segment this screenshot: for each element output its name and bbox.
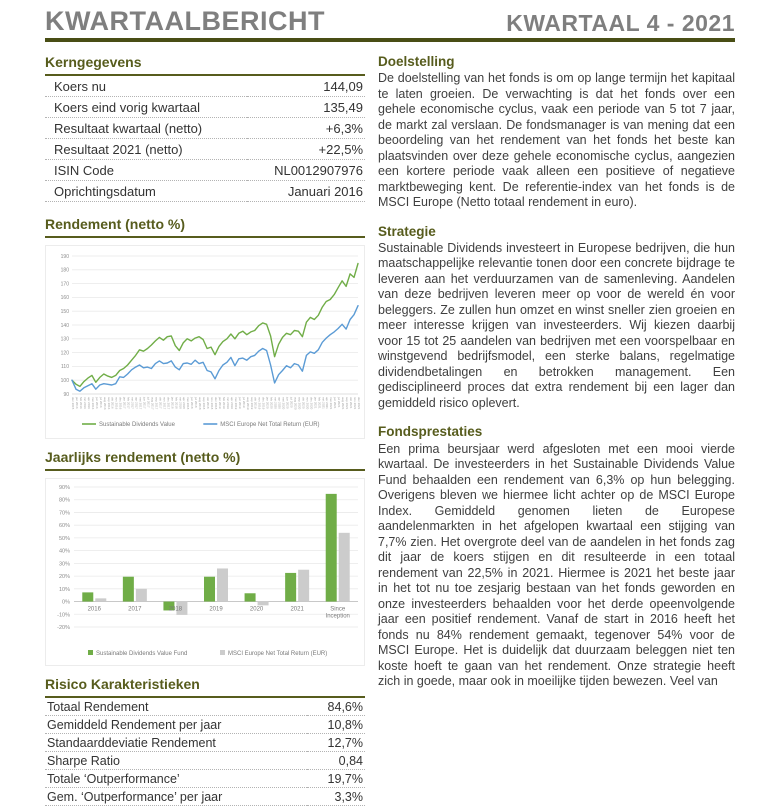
fondsprestaties-text: Een prima beursjaar werd afgesloten met een mooi vierde kwartaal. De investeerders in het Sustainable Dividends Value Fund behaalden een rendement van 6,3% op hun belegging. Overigens bleven we hiermee licht achter op de MSCI Europe Index. Gemiddeld genomen lieten de Europese aandelenmarkten in het afgelopen kwartaal een stijging van 7,7% zien. Het overgrote deel van de aandelen in het fonds zag dit jaar de koers stijgen en dit resulteerde in een totaal rendement van 22,5% in 2021. Hiermee is 2021 het beste jaar in het tot nu toe zesjarig bestaan van het fonds geworden en onze investeerders behaalden voor het derde opeenvolgende jaar een positief rendement. Vanaf de start in 2016 heeft het fonds nu 84% rendement gemaakt, tegenover 54% voor de MSCI Europe. Het is duidelijk dat duurzaam beleggen niet ten koste hoeft te gaan van het rendement. Onze strategie heeft zich in goede, maar ook in moeilijke tijden bewezen. Veel van (378, 441, 735, 689)
table-row (45, 139, 365, 160)
svg-text:jul 2016: jul 2016 (98, 397, 103, 408)
svg-text:okt 2017: okt 2017 (158, 397, 163, 409)
svg-text:150: 150 (60, 309, 69, 316)
svg-text:nov 2020: nov 2020 (305, 397, 310, 410)
row-value: 144,09 (247, 76, 365, 97)
row-value: 0,84 (307, 752, 365, 770)
svg-text:okt 2018: okt 2018 (206, 397, 211, 409)
doelstelling-text: De doelstelling van het fonds is om op lange termijn het kapitaal te laten groeien. De verwachting is dat het fonds over een gehele economische cyclus, vaak een periode van 5 tot 7 jaar, de markt zal verslaan. De fondsmanager is van mening dat een beoordeling van het rendement van het fonds het beste kan plaatsvinden over deze gehele economische cyclus, aangezien een kortere periode vaak alleen een positieve of negatieve marktbeweging kent. De referentie-index van het fonds is de MSCI Europe (Netto totaal rendement in euro). (378, 71, 735, 210)
table-row (45, 734, 365, 752)
right-column (378, 54, 735, 806)
svg-text:jan 2017: jan 2017 (122, 397, 127, 409)
svg-text:-10%: -10% (57, 612, 70, 619)
svg-text:dec 2015: dec 2015 (71, 397, 75, 410)
table-row (45, 788, 365, 806)
row-value: 3,3% (307, 788, 365, 806)
strategie-heading: Strategie (378, 223, 436, 239)
svg-text:apr 2016: apr 2016 (86, 397, 91, 410)
svg-text:okt 2016: okt 2016 (110, 397, 115, 409)
svg-text:170: 170 (60, 281, 69, 288)
risico-heading: Risico Karakteristieken (45, 676, 365, 698)
svg-text:30%: 30% (58, 561, 70, 568)
svg-text:dec 2017: dec 2017 (166, 397, 171, 410)
svg-text:120: 120 (60, 350, 69, 357)
svg-text:jul 2017: jul 2017 (146, 397, 151, 408)
row-label: Gemiddeld Rendement per jaar (45, 716, 307, 734)
row-value: 10,8% (307, 716, 365, 734)
svg-text:jul 2019: jul 2019 (241, 397, 246, 408)
svg-text:2021: 2021 (290, 606, 304, 613)
svg-text:MSCI Europe Net Total Return (: MSCI Europe Net Total Return (EUR) (220, 422, 320, 429)
svg-text:2019: 2019 (209, 606, 223, 613)
svg-text:feb 2016: feb 2016 (78, 397, 83, 409)
row-value: 135,49 (247, 97, 365, 118)
report-header (45, 8, 735, 42)
svg-text:dec 2019: dec 2019 (261, 397, 266, 410)
svg-text:sep 2021: sep 2021 (345, 397, 350, 410)
risico-table (45, 698, 365, 806)
svg-text:dec 2021: dec 2021 (357, 397, 361, 410)
svg-text:60%: 60% (58, 523, 70, 530)
table-row (45, 770, 365, 788)
svg-text:sep 2019: sep 2019 (249, 397, 254, 410)
svg-text:SinceInception: Since Inception (325, 606, 350, 620)
row-label: Koers eind vorig kwartaal (45, 97, 247, 118)
jaarlijks-heading: Jaarlijks rendement (netto %) (45, 449, 365, 471)
svg-text:apr 2020: apr 2020 (277, 397, 282, 410)
svg-text:0%: 0% (62, 599, 70, 606)
row-label: Totaal Rendement (45, 698, 307, 716)
svg-text:nov 2018: nov 2018 (210, 397, 215, 410)
svg-text:sep 2018: sep 2018 (202, 397, 207, 410)
svg-text:190: 190 (60, 253, 69, 260)
kerngegevens-heading: Kerngegevens (45, 54, 365, 76)
row-label: Oprichtingsdatum (45, 181, 247, 202)
svg-text:mei 2019: mei 2019 (233, 397, 238, 410)
svg-text:aug 2020: aug 2020 (293, 397, 298, 410)
svg-text:jan 2018: jan 2018 (170, 397, 175, 409)
jaarlijks-chart-frame (45, 478, 365, 666)
svg-text:130: 130 (60, 336, 69, 343)
table-row (45, 698, 365, 716)
report-period: KWARTAAL 4 - 2021 (506, 10, 735, 36)
svg-text:aug 2018: aug 2018 (198, 397, 203, 410)
svg-text:dec 2020: dec 2020 (309, 397, 314, 410)
svg-text:mrt 2016: mrt 2016 (82, 397, 87, 410)
svg-text:mei 2021: mei 2021 (329, 397, 334, 410)
svg-text:sep 2020: sep 2020 (297, 397, 302, 410)
strategie-text: Sustainable Dividends investeert in Europese bedrijven, die hun maatschappelijke relevantie tonen door een concrete bijdrage te leveren aan het verduurzamen van de samenleving. Aandelen van deze bedrijven leveren meer op voor de wereld én voor beleggers. Ze zullen hun omzet en winst sneller zien groeien en meer interesse krijgen van investeerders. Wij kiezen daarbij voor 15 tot 25 aandelen van bedrijven met een voorspelbaar en winstgevend bedrijfsmodel, een sterke balans, regelmatige dividendbetalingen en betrokken management. Een gedisciplineerd proces dat extra rendement bij een lager dan gemiddeld risico oplevert. (378, 240, 735, 410)
svg-text:mei 2017: mei 2017 (138, 397, 143, 410)
table-row (45, 97, 365, 118)
svg-text:aug 2017: aug 2017 (150, 397, 155, 410)
svg-text:feb 2020: feb 2020 (269, 397, 274, 409)
svg-text:dec 2018: dec 2018 (214, 397, 218, 410)
svg-text:mrt 2020: mrt 2020 (273, 397, 278, 410)
svg-text:aug 2019: aug 2019 (245, 397, 250, 410)
svg-text:90%: 90% (58, 485, 70, 492)
jaarlijks-bar-chart (46, 479, 364, 665)
rendement-heading: Rendement (netto %) (45, 216, 365, 238)
rendement-chart-frame (45, 245, 365, 439)
row-label: Sharpe Ratio (45, 752, 307, 770)
svg-text:jul 2021: jul 2021 (337, 397, 342, 408)
svg-text:jan 2020: jan 2020 (265, 397, 270, 409)
svg-text:90: 90 (63, 391, 69, 398)
content-columns (45, 54, 735, 806)
svg-text:160: 160 (60, 295, 69, 302)
table-row (45, 160, 365, 181)
row-value: +22,5% (247, 139, 365, 160)
svg-text:140: 140 (60, 322, 69, 329)
report-title: KWARTAALBERICHT (45, 6, 325, 36)
row-label: Resultaat 2021 (netto) (45, 139, 247, 160)
rendement-line-chart (46, 246, 364, 438)
row-value: 12,7% (307, 734, 365, 752)
svg-text:nov 2017: nov 2017 (162, 397, 167, 410)
svg-text:dec 2016: dec 2016 (118, 397, 123, 410)
fondsprestaties-heading: Fondsprestaties (378, 424, 483, 440)
svg-text:jun 2020: jun 2020 (285, 397, 290, 409)
table-row (45, 181, 365, 202)
svg-text:mei 2018: mei 2018 (186, 397, 191, 410)
svg-text:feb 2021: feb 2021 (317, 397, 322, 409)
svg-text:jan 2021: jan 2021 (313, 397, 318, 409)
row-value: 84,6% (307, 698, 365, 716)
svg-text:apr 2019: apr 2019 (229, 397, 234, 410)
svg-text:mrt 2017: mrt 2017 (130, 397, 135, 410)
svg-text:okt 2021: okt 2021 (349, 397, 354, 409)
svg-text:feb 2018: feb 2018 (174, 397, 179, 409)
svg-text:nov 2016: nov 2016 (114, 397, 119, 410)
row-value: NL0012907976 (247, 160, 365, 181)
svg-text:10%: 10% (58, 587, 70, 594)
svg-text:aug 2021: aug 2021 (341, 397, 346, 410)
svg-text:apr 2018: apr 2018 (182, 397, 187, 410)
svg-text:Sustainable Dividends Value Fu: Sustainable Dividends Value Fund (96, 651, 188, 658)
svg-text:40%: 40% (58, 548, 70, 555)
svg-text:mrt 2019: mrt 2019 (225, 397, 230, 410)
svg-text:mei 2016: mei 2016 (90, 397, 95, 410)
svg-text:100: 100 (60, 378, 69, 385)
row-value: Januari 2016 (247, 181, 365, 202)
svg-text:110: 110 (61, 364, 69, 371)
svg-text:jun 2021: jun 2021 (333, 397, 338, 409)
svg-text:okt 2020: okt 2020 (301, 397, 306, 409)
svg-text:2017: 2017 (128, 606, 142, 613)
svg-text:nov 2021: nov 2021 (353, 397, 358, 410)
svg-text:feb 2017: feb 2017 (126, 397, 131, 409)
kerngegevens-table (45, 76, 365, 202)
svg-text:jun 2019: jun 2019 (237, 397, 242, 409)
table-row (45, 716, 365, 734)
svg-text:jun 2017: jun 2017 (142, 397, 147, 409)
svg-text:70%: 70% (58, 510, 70, 517)
row-value: +6,3% (247, 118, 365, 139)
svg-text:mrt 2018: mrt 2018 (178, 397, 183, 410)
svg-text:jan 2016: jan 2016 (74, 397, 79, 409)
svg-text:okt 2019: okt 2019 (253, 397, 258, 409)
row-label: Totale ‘Outperformance’ (45, 770, 307, 788)
row-label: ISIN Code (45, 160, 247, 181)
svg-text:sep 2016: sep 2016 (106, 397, 111, 410)
svg-text:apr 2017: apr 2017 (134, 397, 139, 410)
svg-text:2020: 2020 (249, 606, 264, 613)
svg-text:jul 2020: jul 2020 (289, 397, 294, 408)
svg-text:80%: 80% (58, 498, 70, 505)
table-row (45, 118, 365, 139)
svg-text:180: 180 (60, 267, 69, 274)
row-label: Gem. ‘Outperformance’ per jaar (45, 788, 307, 806)
svg-text:jun 2016: jun 2016 (94, 397, 99, 409)
svg-text:Sustainable Dividends Value: Sustainable Dividends Value (99, 422, 175, 429)
svg-text:50%: 50% (58, 536, 70, 543)
table-row (45, 76, 365, 97)
row-label: Resultaat kwartaal (netto) (45, 118, 247, 139)
svg-text:aug 2016: aug 2016 (102, 397, 107, 410)
svg-text:-20%: -20% (57, 625, 70, 632)
svg-text:mrt 2021: mrt 2021 (321, 397, 326, 410)
svg-text:jan 2019: jan 2019 (217, 397, 222, 409)
svg-text:jun 2018: jun 2018 (190, 397, 195, 409)
svg-text:sep 2017: sep 2017 (154, 397, 159, 410)
row-value: 19,7% (307, 770, 365, 788)
svg-text:20%: 20% (58, 574, 70, 581)
svg-text:2016: 2016 (87, 606, 101, 613)
left-column (45, 54, 365, 806)
svg-text:mei 2020: mei 2020 (281, 397, 286, 410)
svg-text:feb 2019: feb 2019 (221, 397, 226, 409)
svg-text:jul 2018: jul 2018 (194, 397, 199, 408)
row-label: Standaarddeviatie Rendement (45, 734, 307, 752)
doelstelling-heading: Doelstelling (378, 54, 455, 69)
svg-text:MSCI Europe Net Total Return (: MSCI Europe Net Total Return (EUR) (228, 651, 328, 658)
row-label: Koers nu (45, 76, 247, 97)
svg-text:nov 2019: nov 2019 (257, 397, 262, 410)
svg-text:apr 2021: apr 2021 (325, 397, 330, 410)
svg-text:2018: 2018 (168, 606, 183, 613)
table-row (45, 752, 365, 770)
